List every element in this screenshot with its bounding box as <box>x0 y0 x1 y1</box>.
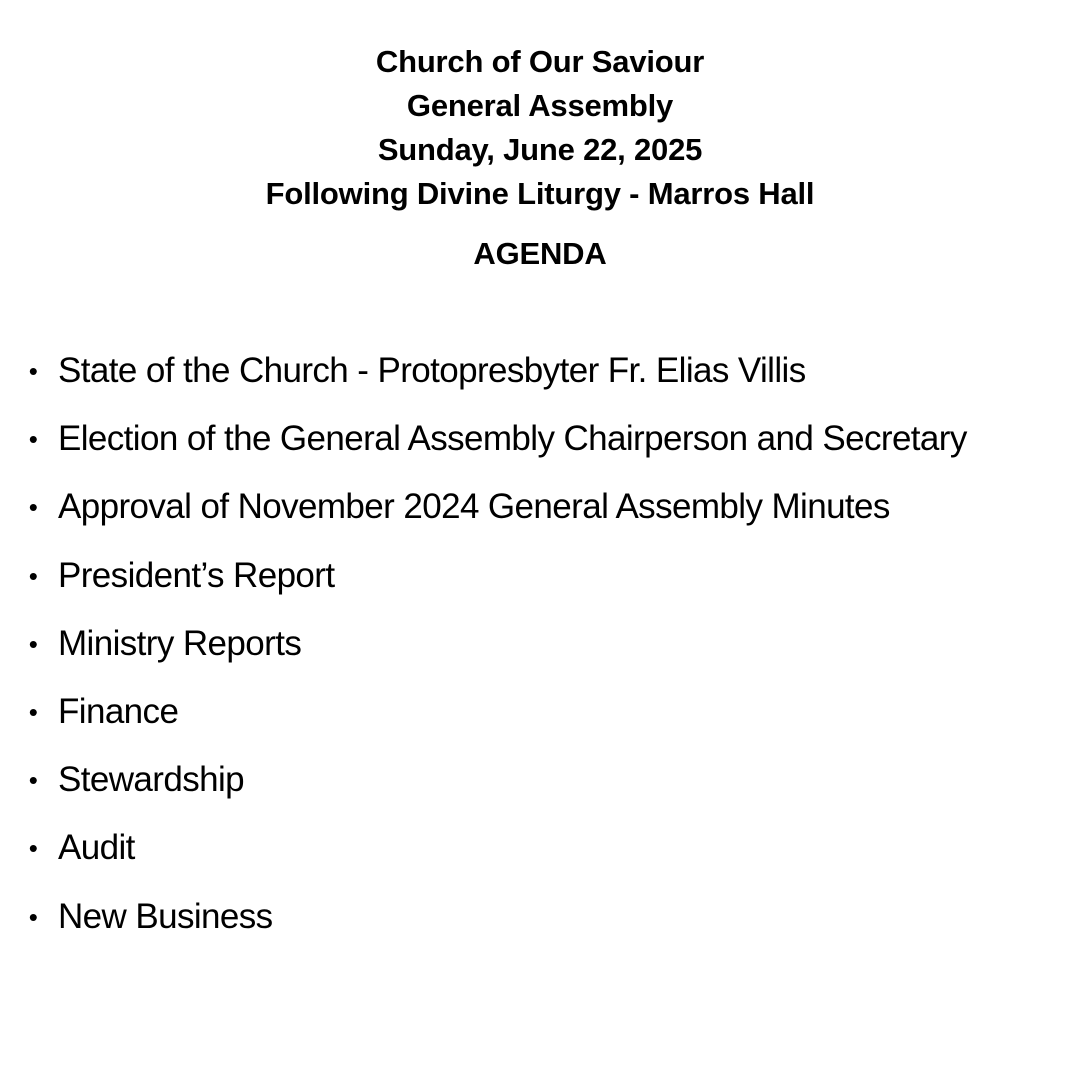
bullet-icon: • <box>28 833 38 864</box>
agenda-item-text: Ministry Reports <box>58 623 302 663</box>
agenda-item-text: Election of the General Assembly Chairperson and Secretary <box>58 419 967 459</box>
bullet-icon: • <box>28 696 38 727</box>
agenda-item <box>0 893 1080 961</box>
agenda-item <box>0 620 1080 688</box>
bullet-icon: • <box>28 492 38 523</box>
agenda-item <box>0 824 1080 892</box>
organization-name: Church of Our Saviour <box>375 44 705 79</box>
bullet-icon: • <box>28 560 38 591</box>
agenda-item <box>0 552 1080 620</box>
bullet-icon: • <box>28 901 38 932</box>
document-header <box>0 40 1080 276</box>
meeting-location: Following Divine Liturgy - Marros Hall <box>265 176 815 211</box>
agenda-item <box>0 415 1080 483</box>
agenda-item-text: Stewardship <box>58 760 245 800</box>
agenda-item <box>0 483 1080 551</box>
agenda-item-text: Audit <box>58 828 135 868</box>
meeting-title: General Assembly <box>406 88 674 123</box>
bullet-icon: • <box>28 356 38 386</box>
bullet-icon: • <box>28 424 38 455</box>
agenda-title: AGENDA <box>473 236 607 271</box>
agenda-item-text: Approval of November 2024 General Assembly Minutes <box>58 487 890 527</box>
agenda-item <box>0 347 1080 415</box>
agenda-item-text: New Business <box>58 896 273 936</box>
meeting-date: Sunday, June 22, 2025 <box>377 132 703 167</box>
agenda-item-text: Finance <box>58 691 179 731</box>
agenda-item <box>0 756 1080 824</box>
agenda-list <box>0 347 1080 961</box>
agenda-item-text: State of the Church - Protopresbyter Fr. Elias Villis <box>58 351 806 390</box>
agenda-item-text: President’s Report <box>58 555 335 595</box>
agenda-item <box>0 688 1080 756</box>
bullet-icon: • <box>28 628 38 659</box>
bullet-icon: • <box>28 765 38 796</box>
